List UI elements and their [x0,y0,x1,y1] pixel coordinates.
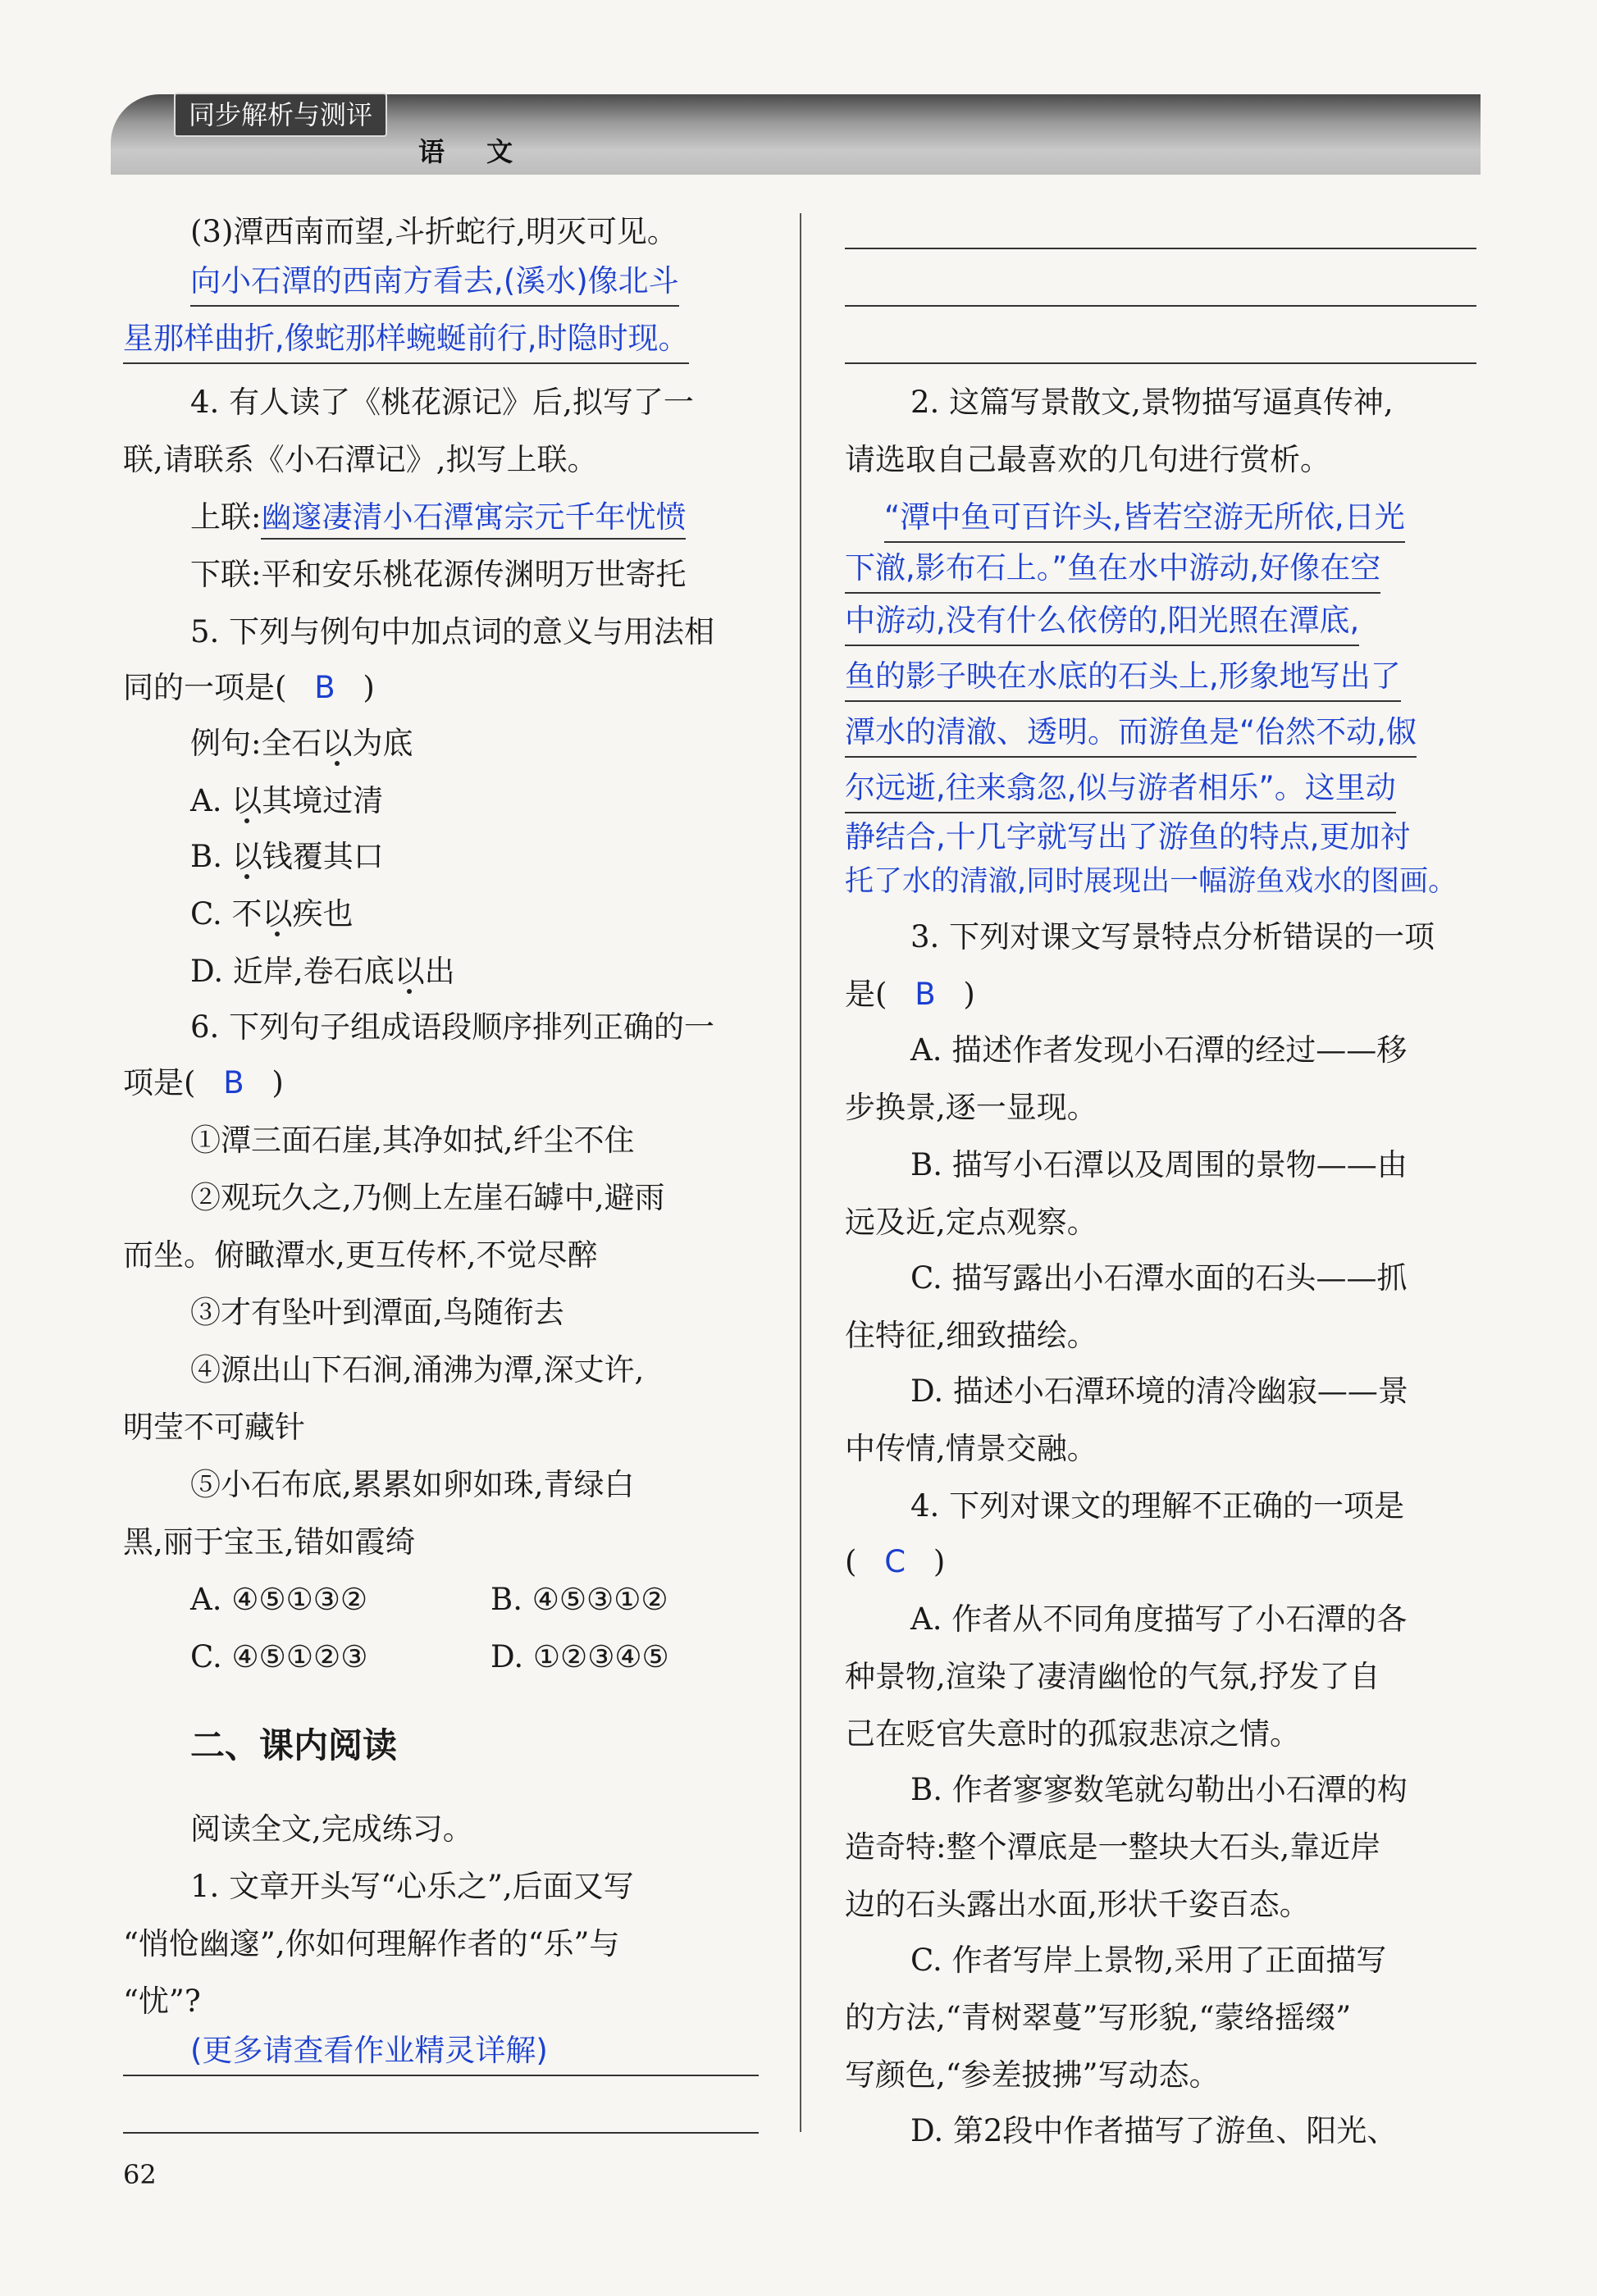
q5-c-pre: C. 不 [190,896,262,932]
q6-stem-close: ) [271,1065,284,1100]
r2-answer-line6: 尔远逝,往来翕忽,似与游者相乐”。这里动 [845,768,1396,813]
r1-line3: “忧”? [123,1984,201,2019]
answer-rule [123,2132,759,2134]
subject-label: 语 文 [418,136,530,167]
r4-answer: C [884,1544,906,1579]
q6-option-a: A. ④⑤①③② [190,1582,368,1617]
q5-b-dotted: 以 [231,839,262,874]
q6-stem: 项是( [123,1065,196,1100]
q4-upper-label: 上联: [190,499,262,535]
answer-rule [845,362,1476,364]
r4-option-c2: 的方法,“青树翠蔓”写形貌,“蒙络摇缀” [845,2000,1352,2035]
q5-b-post: 钱覆其口 [262,839,384,874]
r2-answer-line7: 静结合,十几字就写出了游鱼的特点,更加衬 [845,819,1411,854]
q6-option-d: D. ①②③④⑤ [491,1639,669,1674]
r3-line1: 3. 下列对课文写景特点分析错误的一项 [910,919,1435,954]
q5-c-dotted: 以 [262,896,293,932]
r2-line1: 2. 这篇写景散文,景物描写逼真传神, [910,385,1394,420]
q6-line1: 6. 下列句子组成语段顺序排列正确的一 [190,1009,715,1045]
r1-line2: “悄怆幽邃”,你如何理解作者的“乐”与 [123,1926,620,1961]
r4-option-c3: 写颜色,“参差披拂”写动态。 [845,2057,1220,2093]
r4-option-b1: B. 作者寥寥数笔就勾勒出小石潭的构 [910,1772,1408,1807]
q5-example-post: 为底 [352,726,413,761]
q5-d-post: 出 [424,954,455,989]
r4-option-b2: 造奇特:整个潭底是一整块大石头,靠近岸 [845,1829,1381,1865]
r4-option-d1: D. 第2段中作者描写了游鱼、阳光、 [910,2113,1398,2148]
r3-option-c1: C. 描写露出小石潭水面的石头——抓 [910,1260,1408,1296]
q6-sentence-3: ③才有坠叶到潭面,鸟随衔去 [190,1295,564,1330]
q6-option-b: B. ④⑤③①② [491,1582,668,1617]
r4-line2 [845,1542,945,1583]
q6-line2 [123,1063,284,1104]
answer-rule [845,248,1476,249]
q6-sentence-2b: 而坐。俯瞰潭水,更互传杯,不觉尽醉 [123,1237,598,1273]
answer-rule [845,305,1476,307]
q6-sentence-2a: ②观玩久之,乃侧上左崖石罅中,避雨 [190,1180,665,1215]
r2-answer-line8: 托了水的清澈,同时展现出一幅游鱼戏水的图画。 [845,865,1458,898]
r4-option-b3: 边的石头露出水面,形状千姿百态。 [845,1887,1310,1922]
q3-answer-line2: 星那样曲折,像蛇那样蜿蜒前行,时隐时现。 [123,318,689,364]
q5-a-dotted: 以 [231,783,262,818]
r3-option-b1: B. 描写小石潭以及周围的景物——由 [910,1147,1408,1182]
r1-answer[interactable]: (更多请查看作业精灵详解) [190,2033,548,2068]
q4-line1: 4. 有人读了《桃花源记》后,拟写了一 [190,385,694,420]
q4-upper-answer: 幽邃凄清小石潭寓宗元千年忧愤 [261,499,686,540]
r3-line2 [845,974,975,1015]
r3-option-d1: D. 描述小石潭环境的清冷幽寂——景 [910,1374,1408,1409]
q4-upper [190,497,686,538]
r3-stem: 是( [845,977,887,1012]
page-number: 62 [123,2159,157,2190]
r4-option-a2: 种景物,渲染了凄清幽怆的气氛,抒发了自 [845,1659,1380,1694]
q5-example [190,723,413,764]
q5-c-post: 疾也 [292,896,354,932]
q5-a-pre: A. [190,783,232,818]
r2-answer-line3: 中游动,没有什么依傍的,阳光照在潭底, [845,600,1359,646]
q5-line2 [123,667,375,708]
q5-stem: 同的一项是( [123,670,287,705]
r2-answer-line4: 鱼的影子映在水底的石头上,形象地写出了 [845,656,1401,702]
q5-option-d [190,951,455,992]
r2-answer-line1: “潭中鱼可百许头,皆若空游无所依,日光 [884,497,1405,543]
q6-sentence-5b: 黑,丽于宝玉,错如霞绮 [123,1524,416,1560]
q3-prompt: (3)潭西南而望,斗折蛇行,明灭可见。 [190,214,678,249]
q5-answer: B [314,670,335,705]
reading-intro: 阅读全文,完成练习。 [190,1811,473,1847]
r4-stem: ( [845,1544,857,1579]
q5-example-dotted: 以 [322,726,353,761]
answer-rule [123,2075,759,2076]
q5-option-b [190,836,384,877]
r2-answer-line5: 潭水的清澈、透明。而游鱼是“佁然不动,俶 [845,712,1417,758]
q5-a-post: 其境过清 [262,783,384,818]
q5-b-pre: B. [190,839,232,874]
r3-option-a2: 步换景,逐一显现。 [845,1090,1097,1125]
q4-line2: 联,请联系《小石潭记》,拟写上联。 [123,442,598,477]
r2-answer-line2: 下澈,影布石上。”鱼在水中游动,好像在空 [845,548,1380,594]
r3-option-a1: A. 描述作者发现小石潭的经过——移 [910,1032,1408,1068]
q5-d-dotted: 以 [394,954,425,989]
r4-stem-close: ) [933,1544,946,1579]
q5-option-a [190,781,383,822]
q6-sentence-4b: 明莹不可藏针 [123,1410,305,1445]
q4-lower: 下联:平和安乐桃花源传渊明万世寄托 [190,557,687,592]
q6-sentence-4a: ④源出山下石涧,涌沸为潭,深丈许, [190,1352,645,1387]
column-divider [800,213,801,2132]
r3-option-c2: 住特征,细致描绘。 [845,1318,1097,1353]
q5-example-pre: 例句:全石 [190,726,322,761]
q5-option-c [190,894,354,935]
r3-option-b2: 远及近,定点观察。 [845,1205,1097,1240]
r4-option-c1: C. 作者写岸上景物,采用了正面描写 [910,1943,1387,1978]
q5-line1: 5. 下列与例句中加点词的意义与用法相 [190,614,715,649]
q3-answer-line1: 向小石潭的西南方看去,(溪水)像北斗 [190,261,679,307]
book-series-title: 同步解析与测评 [174,93,387,137]
r4-option-a3: 己在贬官失意时的孤寂悲凉之情。 [845,1716,1300,1752]
r1-line1: 1. 文章开头写“心乐之”,后面又写 [190,1869,634,1904]
r4-line1: 4. 下列对课文的理解不正确的一项是 [910,1488,1405,1524]
q6-answer: B [223,1065,244,1100]
r2-line2: 请选取自己最喜欢的几句进行赏析。 [845,442,1330,477]
q5-stem-close: ) [363,670,375,705]
r3-answer: B [915,977,936,1012]
section-heading: 二、课内阅读 [190,1725,398,1765]
r3-stem-close: ) [963,977,975,1012]
q6-sentence-1: ①潭三面石崖,其净如拭,纤尘不住 [190,1123,635,1158]
q6-option-c: C. ④⑤①②③ [190,1639,368,1674]
q5-d-pre: D. 近岸,卷石底 [190,954,395,989]
r3-option-d2: 中传情,情景交融。 [845,1431,1097,1466]
r4-option-a1: A. 作者从不同角度描写了小石潭的各 [910,1601,1408,1637]
q6-sentence-5a: ⑤小石布底,累累如卵如珠,青绿白 [190,1467,635,1502]
